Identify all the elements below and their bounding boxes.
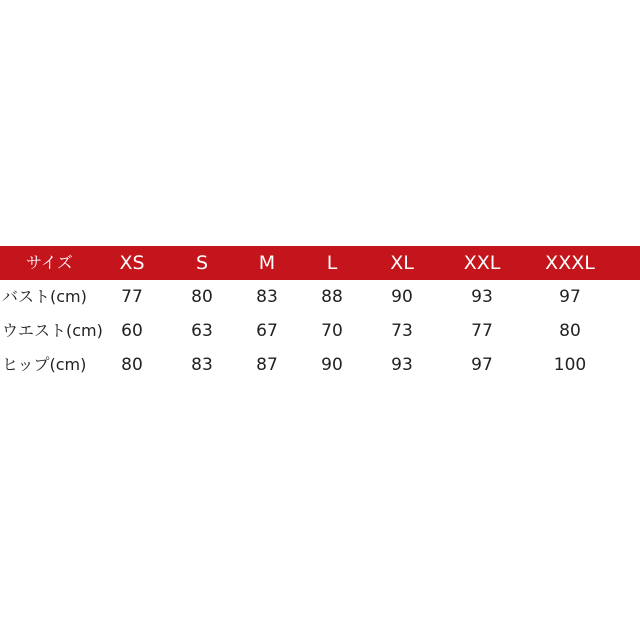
header-size-xxl: XXL [463, 252, 501, 274]
table-cell: 63 [191, 321, 213, 341]
header-size-l: L [326, 252, 338, 274]
table-cell: 90 [321, 355, 343, 375]
table-cell: 100 [553, 355, 587, 375]
table-cell: 93 [391, 355, 413, 375]
table-cell: 73 [391, 321, 413, 341]
table-header-row [0, 246, 640, 280]
table-row-hip [0, 348, 640, 382]
table-cell: 83 [191, 355, 213, 375]
size-chart-table [0, 246, 640, 382]
table-cell: 97 [471, 355, 493, 375]
header-size-m: M [258, 252, 276, 274]
header-label-size: サイズ [26, 253, 73, 272]
table-cell: 80 [191, 287, 213, 307]
table-cell: 77 [471, 321, 493, 341]
table-cell: 97 [559, 287, 581, 307]
row-label-hip: ヒップ(cm) [2, 355, 87, 374]
table-cell: 80 [121, 355, 143, 375]
table-cell: 77 [121, 287, 143, 307]
header-size-s: S [195, 252, 209, 274]
table-cell: 90 [391, 287, 413, 307]
table-cell: 80 [559, 321, 581, 341]
table-cell: 93 [471, 287, 493, 307]
table-cell: 87 [256, 355, 278, 375]
table-row-bust [0, 280, 640, 314]
table-cell: 67 [256, 321, 278, 341]
table-row-waist [0, 314, 640, 348]
header-size-xs: XS [119, 252, 145, 274]
row-label-waist: ウエスト(cm) [2, 321, 103, 340]
table-cell: 83 [256, 287, 278, 307]
table-cell: 88 [321, 287, 343, 307]
header-size-xxxl: XXXL [545, 252, 595, 274]
header-size-xl: XL [390, 252, 414, 274]
row-label-bust: バスト(cm) [2, 287, 87, 306]
table-cell: 70 [321, 321, 343, 341]
table-cell: 60 [121, 321, 143, 341]
